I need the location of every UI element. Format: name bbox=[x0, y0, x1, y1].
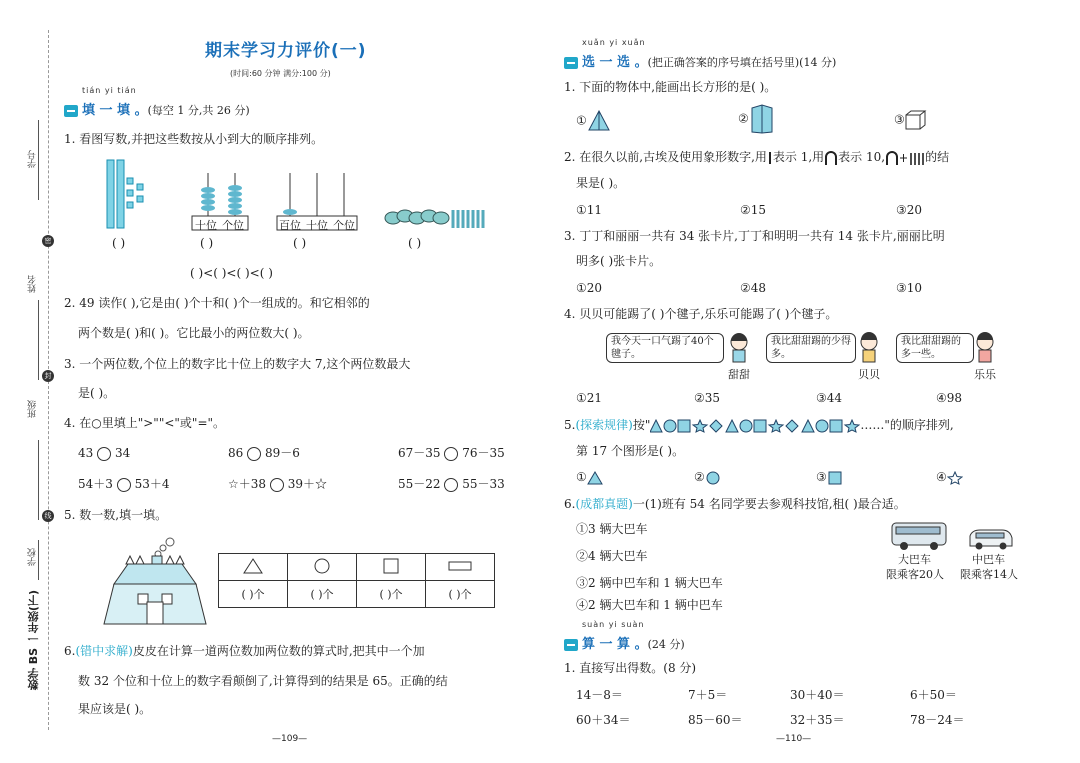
question-body: 按" bbox=[632, 418, 651, 432]
minibus-icon bbox=[968, 526, 1014, 552]
compare-left: ☆＋38 bbox=[228, 477, 267, 491]
exam-meta: (时间:60 分钟 满分:100 分) bbox=[230, 69, 331, 78]
answer-blank[interactable]: ( ) bbox=[293, 236, 307, 250]
calc-item[interactable]: 32＋35＝ bbox=[790, 713, 845, 727]
triangle-icon bbox=[219, 554, 288, 581]
question-text: 3. 丁丁和丽丽一共有 34 张卡片,丁丁和明明一共有 14 张卡片,丽丽比明 bbox=[564, 229, 945, 243]
square-icon bbox=[357, 554, 426, 581]
arch-icon bbox=[824, 151, 838, 165]
prism-icon bbox=[749, 104, 775, 134]
cube-sticks-icon bbox=[107, 160, 143, 228]
question-text: 4. 贝贝可能踢了( )个毽子,乐乐可能踢了( )个毽子。 bbox=[564, 307, 838, 321]
compare-item bbox=[228, 444, 300, 462]
page-title: 期末学习力评价(一) bbox=[205, 41, 367, 61]
character-name: 乐乐 bbox=[974, 368, 996, 381]
shape-sequence-icon bbox=[650, 419, 860, 433]
section-number-icon bbox=[564, 639, 578, 651]
compare-circle[interactable] bbox=[247, 447, 261, 461]
question-text bbox=[564, 495, 906, 513]
question-body: ……"的顺序排列, bbox=[860, 418, 954, 432]
abacus-label: 十位 bbox=[306, 219, 328, 232]
question-tag: (探索规律) bbox=[575, 418, 633, 432]
question-number: 5. bbox=[564, 418, 576, 432]
compare-circle[interactable] bbox=[444, 447, 458, 461]
count-cell[interactable]: ( )个 bbox=[426, 581, 495, 608]
bus-label: 中巴车 bbox=[972, 553, 1005, 566]
girl-avatar-icon bbox=[726, 332, 752, 364]
question-text: 两个数是( )和( )。它比最小的两位数大( )。 bbox=[78, 326, 310, 340]
section-title: 算 一 算 。 bbox=[582, 637, 648, 652]
character-name: 甜甜 bbox=[728, 368, 750, 381]
section-score-note: (24 分) bbox=[647, 638, 685, 651]
question-body: 表示 1,用 bbox=[772, 150, 825, 164]
section-heading bbox=[564, 633, 685, 652]
question-text: 1. 下面的物体中,能画出长方形的是( )。 bbox=[564, 80, 777, 94]
question-text: 3. 一个两位数,个位上的数字比十位上的数字大 7,这个两位数最大 bbox=[64, 357, 411, 371]
calc-item[interactable]: 6＋50＝ bbox=[910, 688, 957, 702]
option-item[interactable] bbox=[894, 110, 927, 130]
count-table bbox=[218, 553, 495, 608]
order-blanks[interactable]: ( )<( )<( )<( ) bbox=[190, 266, 273, 280]
triangle-icon bbox=[587, 471, 603, 485]
abacus-label: 个位 bbox=[333, 219, 355, 232]
count-cell[interactable]: ( )个 bbox=[357, 581, 426, 608]
question-text: 明多( )张卡片。 bbox=[576, 254, 662, 268]
question-text: 1. 看图写数,并把这些数按从小到大的顺序排列。 bbox=[64, 132, 324, 146]
question-body: 一(1)班有 54 名同学要去参观科技馆,租( )最合适。 bbox=[632, 497, 906, 511]
option-item[interactable]: ②48 bbox=[740, 281, 767, 295]
symbol-sum-icon bbox=[885, 151, 925, 165]
question-text: 是( )。 bbox=[78, 386, 116, 400]
abacus-label: 百位 bbox=[279, 219, 301, 232]
bus-capacity: 限乘客20人 bbox=[886, 568, 944, 581]
compare-right: 76－35 bbox=[462, 446, 505, 460]
count-cell[interactable]: ( )个 bbox=[219, 581, 288, 608]
option-label: ② bbox=[738, 111, 749, 126]
one-stroke-icon bbox=[769, 152, 771, 164]
option-item[interactable]: ③2 辆中巴车和 1 辆大巴车 bbox=[576, 576, 723, 590]
compare-right: 34 bbox=[114, 446, 131, 460]
option-item[interactable]: ①20 bbox=[576, 281, 603, 295]
option-item[interactable]: ③20 bbox=[896, 203, 923, 217]
seal-mark: 线 bbox=[42, 510, 54, 522]
option-item[interactable]: ④98 bbox=[936, 391, 963, 405]
circle-icon bbox=[705, 471, 721, 485]
section-number-icon bbox=[564, 57, 578, 69]
option-label: ③ bbox=[816, 470, 827, 484]
compare-right: 53＋4 bbox=[134, 477, 170, 491]
table-row bbox=[219, 581, 495, 608]
option-label: ① bbox=[576, 113, 587, 128]
section-number-icon bbox=[64, 105, 78, 117]
option-item[interactable]: ③44 bbox=[816, 391, 843, 405]
calc-item[interactable]: 14－8＝ bbox=[576, 688, 623, 702]
shape-house-icon bbox=[100, 534, 210, 626]
speech-bubble: 我比甜甜踢的多一些。 bbox=[896, 333, 974, 363]
question-tag: (成都真题) bbox=[575, 497, 633, 511]
section-pinyin: suàn yi suàn bbox=[582, 620, 645, 629]
page-number: —110— bbox=[776, 734, 812, 744]
student-name-label: 姓名 bbox=[28, 275, 38, 293]
question-text: 1. 直接写出得数。(8 分) bbox=[564, 661, 697, 675]
calc-item[interactable]: 78－24＝ bbox=[910, 713, 965, 727]
question-text: 果应该是( )。 bbox=[78, 702, 152, 716]
section-pinyin: xuǎn yi xuǎn bbox=[582, 38, 646, 47]
question-tag: (错中求解) bbox=[75, 644, 133, 658]
question-body: 皮皮在计算一道两位数加两位数的算式时,把其中一个加 bbox=[132, 644, 425, 658]
calc-item[interactable]: 60＋34＝ bbox=[576, 713, 631, 727]
compare-item bbox=[228, 475, 327, 493]
section-title: 填 一 填 。 bbox=[82, 103, 148, 118]
boy-avatar-icon bbox=[856, 332, 882, 364]
option-item[interactable]: ①11 bbox=[576, 203, 603, 217]
option-item[interactable] bbox=[816, 468, 843, 486]
bus-icon bbox=[890, 520, 950, 552]
compare-item bbox=[78, 475, 169, 493]
abacus-label: 个位 bbox=[222, 219, 244, 232]
option-item[interactable]: ③10 bbox=[896, 281, 923, 295]
option-item[interactable]: ④2 辆大巴车和 1 辆中巴车 bbox=[576, 598, 723, 612]
option-item[interactable] bbox=[576, 110, 611, 132]
compare-right: 55－33 bbox=[462, 477, 505, 491]
class-label: 班级 bbox=[28, 400, 38, 418]
character-name: 贝贝 bbox=[858, 368, 880, 381]
option-label: ④ bbox=[936, 470, 947, 484]
question-text: 5. 数一数,填一填。 bbox=[64, 508, 168, 522]
question-text bbox=[64, 642, 425, 660]
seal-mark: 封 bbox=[42, 370, 54, 382]
compare-left: 67－35 bbox=[398, 446, 441, 460]
circle-icon bbox=[288, 554, 357, 581]
compare-left: 54＋3 bbox=[78, 477, 113, 491]
cube-icon bbox=[905, 110, 927, 130]
question-number: 6. bbox=[64, 644, 76, 658]
name-line bbox=[38, 440, 39, 520]
option-label: ① bbox=[576, 470, 587, 484]
section-score-note: (把正确答案的序号填在括号里)(14 分) bbox=[647, 56, 837, 69]
calc-item[interactable]: 85－60＝ bbox=[688, 713, 743, 727]
star-icon bbox=[947, 471, 963, 485]
compare-item bbox=[398, 444, 505, 462]
compare-right: 39＋☆ bbox=[287, 477, 327, 491]
right-page bbox=[540, 0, 1080, 763]
answer-blank[interactable]: ( ) bbox=[408, 236, 422, 250]
option-item[interactable] bbox=[936, 468, 963, 486]
option-label: ② bbox=[694, 470, 705, 484]
section-heading bbox=[64, 99, 250, 118]
bus-capacity: 限乘客14人 bbox=[960, 568, 1018, 581]
square-icon bbox=[827, 471, 843, 485]
name-line bbox=[38, 300, 39, 380]
seal-mark: 密 bbox=[42, 235, 54, 247]
compare-circle[interactable] bbox=[444, 478, 458, 492]
question-text: 2. 49 读作( ),它是由( )个十和( )个一组成的。和它相邻的 bbox=[64, 296, 370, 310]
compare-circle[interactable] bbox=[270, 478, 284, 492]
question-text: 第 17 个图形是( )。 bbox=[576, 444, 685, 458]
calc-item[interactable]: 7＋5＝ bbox=[688, 688, 728, 702]
section-score-note: (每空 1 分,共 26 分) bbox=[147, 104, 250, 117]
compare-right: 89－6 bbox=[264, 446, 300, 460]
compare-left: 86 bbox=[228, 446, 244, 460]
option-item[interactable]: ①3 辆大巴车 bbox=[576, 522, 648, 536]
answer-blank[interactable]: ( ) bbox=[112, 236, 126, 250]
pyramid-icon bbox=[587, 110, 611, 132]
answer-blank[interactable]: ( ) bbox=[200, 236, 214, 250]
option-item[interactable]: ②4 辆大巴车 bbox=[576, 549, 648, 563]
question-number: 6. bbox=[564, 497, 576, 511]
count-cell[interactable]: ( )个 bbox=[288, 581, 357, 608]
question-text: 4. 在○里填上">""<"或"="。 bbox=[64, 416, 226, 430]
question-text bbox=[564, 416, 954, 434]
option-item[interactable]: ②15 bbox=[740, 203, 767, 217]
option-item[interactable] bbox=[576, 468, 603, 486]
page-number: —109— bbox=[272, 734, 308, 744]
question-body: 表示 10, bbox=[838, 150, 886, 164]
calc-item[interactable]: 30＋40＝ bbox=[790, 688, 845, 702]
question-text bbox=[564, 148, 949, 166]
option-item[interactable] bbox=[694, 468, 721, 486]
boy-avatar-icon bbox=[972, 332, 998, 364]
student-id-label: 学号 bbox=[28, 150, 38, 168]
compare-left: 55－22 bbox=[398, 477, 441, 491]
book-name: 数学 BS 一年级(下) bbox=[27, 590, 40, 691]
question-text: 数 32 个位和十位上的数字看颠倒了,计算得到的结果是 65。正确的结 bbox=[78, 674, 448, 688]
compare-circle[interactable] bbox=[97, 447, 111, 461]
question-body: 的结 bbox=[925, 150, 950, 164]
option-label: ③ bbox=[894, 112, 905, 127]
compare-item bbox=[78, 444, 130, 462]
table-row bbox=[219, 554, 495, 581]
speech-bubble: 我今天一口气踢了40个毽子。 bbox=[606, 333, 724, 363]
section-heading bbox=[564, 51, 836, 70]
section-title: 选 一 选 。 bbox=[582, 55, 648, 70]
school-label: 学校 bbox=[28, 548, 38, 566]
speech-bubble: 我比甜甜踢的少得多。 bbox=[766, 333, 856, 363]
option-item[interactable] bbox=[738, 104, 775, 134]
compare-circle[interactable] bbox=[117, 478, 131, 492]
rectangle-icon bbox=[426, 554, 495, 581]
question-body: 2. 在很久以前,古埃及使用象形数字,用 bbox=[564, 150, 767, 164]
counting-illustrations bbox=[95, 158, 515, 233]
question-text: 果是( )。 bbox=[576, 176, 626, 190]
option-item[interactable]: ②35 bbox=[694, 391, 721, 405]
abacus-label: 十位 bbox=[195, 219, 217, 232]
bus-label: 大巴车 bbox=[898, 553, 931, 566]
compare-item bbox=[398, 475, 505, 493]
option-item[interactable]: ①21 bbox=[576, 391, 603, 405]
counting-rods-icon bbox=[385, 210, 483, 228]
compare-left: 43 bbox=[78, 446, 94, 460]
binding-strip bbox=[0, 0, 60, 763]
section-pinyin: tián yi tián bbox=[82, 86, 137, 95]
